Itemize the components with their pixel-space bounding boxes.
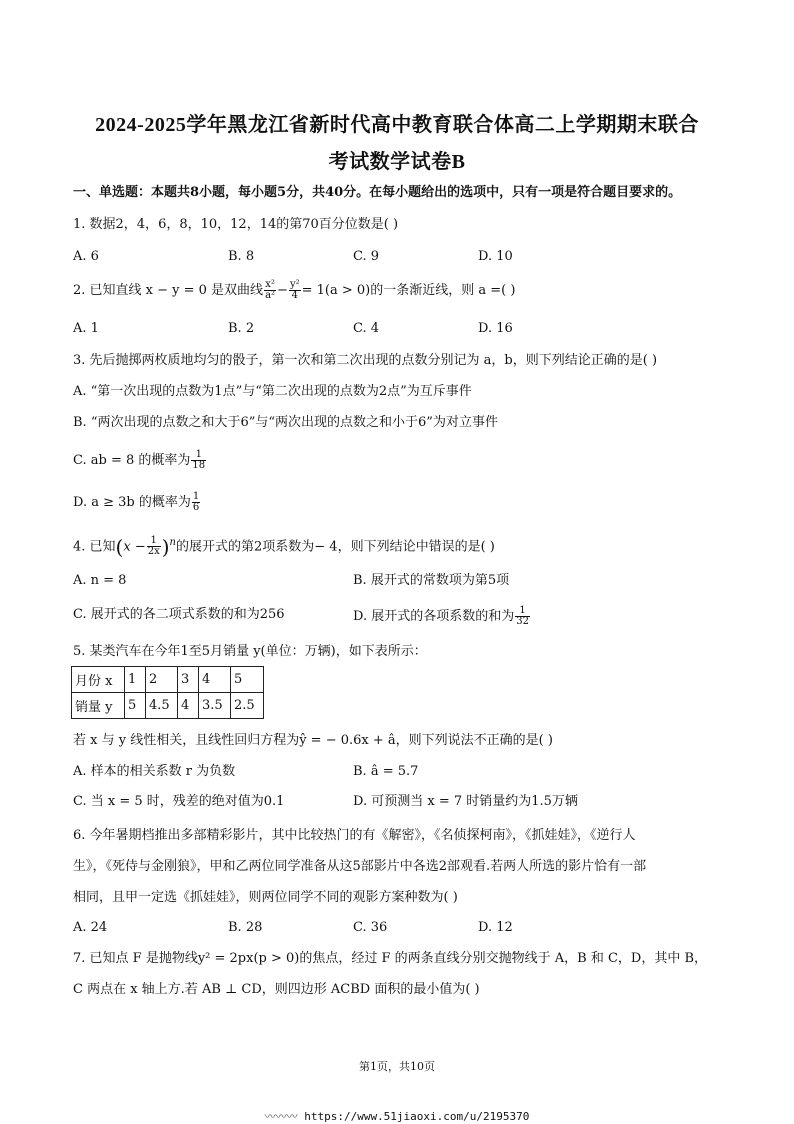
question-4-option-c: C. 展开式的各二项式系数的和为256	[73, 607, 285, 622]
question-4-option-b: B. 展开式的常数项为第5项	[353, 573, 510, 588]
question-2-option-c: C. 4	[353, 321, 380, 336]
fraction-denominator: a²	[265, 290, 276, 301]
table-cell: 销量 y	[72, 693, 125, 719]
table-cell: 3	[178, 667, 199, 693]
fraction-numerator: 1	[191, 450, 206, 461]
question-3-option-c	[73, 450, 207, 471]
exam-title-line2: 考试数学试卷B	[328, 151, 466, 173]
question-3-option-b: B. “两次出现的点数之和大于6”与“两次出现的点数之和小于6”为对立事件	[73, 415, 498, 430]
right-paren: )	[161, 534, 170, 559]
fraction-denominator: 6	[192, 502, 200, 513]
question-5-option-c: C. 当 x = 5 时，残差的绝对值为0.1	[73, 794, 285, 809]
question-2-stem-start: 2. 已知直线 x − y = 0 是双曲线	[73, 283, 264, 298]
question-6-option-d: D. 12	[478, 920, 513, 935]
binomial-expression: x −	[123, 539, 146, 555]
question-4-option-d	[353, 606, 531, 627]
table-cell: 4	[199, 667, 231, 693]
question-1-option-d: D. 10	[478, 249, 513, 264]
fraction-y2-4	[289, 280, 301, 301]
fraction-x2-a2	[264, 280, 276, 301]
fraction-1-6	[192, 492, 200, 513]
question-1-option-b: B. 8	[228, 249, 255, 264]
table-cell: 1	[125, 667, 146, 693]
table-cell: 5	[231, 667, 264, 693]
question-3-option-d-text: D. a ≥ 3b 的概率为	[73, 495, 191, 510]
question-3-option-a: A. “第一次出现的点数为1点”与“第二次出现的点数为2点”为互斥事件	[73, 384, 472, 399]
table-cell: 月份 x	[72, 667, 125, 693]
exponent: n	[169, 537, 176, 548]
fraction-1-32	[515, 606, 530, 627]
question-6-option-a: A. 24	[73, 920, 108, 935]
question-7-stem-line2: C 两点在 x 轴上方.若 AB ⊥ CD，则四边形 ACBD 面积的最小值为( )	[73, 982, 480, 997]
table-row	[72, 693, 264, 719]
table-cell: 5	[125, 693, 146, 719]
question-5-condition: 若 x 与 y 线性相关，且线性回归方程为ŷ = − 0.6x + â，则下列说法不正确的是( )	[73, 733, 553, 748]
question-5-option-a: A. 样本的相关系数 r 为负数	[73, 764, 236, 779]
question-2-stem-end: = 1(a > 0)的一条渐近线，则 a =( )	[301, 283, 516, 298]
question-6-stem-line2: 生》，《死侍与金刚狼》，甲和乙两位同学准备从这5部影片中各选2部观看.若两人所选的影片恰有一部	[73, 859, 647, 874]
fraction-numerator: y²	[289, 279, 300, 290]
fraction-denominator: 18	[192, 460, 206, 471]
table-cell: 3.5	[199, 693, 231, 719]
question-6-stem-line3: 相同，且甲一定选《抓娃娃》，则两位同学不同的观影方案种数为( )	[73, 890, 458, 905]
fraction-1-18	[191, 450, 206, 471]
question-6-stem-line1: 6. 今年暑期档推出多部精彩影片，其中比较热门的有《解密》，《名侦探柯南》，《抓娃娃》，《逆行人	[73, 828, 636, 843]
exam-title-line1: 2024-2025学年黑龙江省新时代高中教育联合体高二上学期期末联合	[95, 114, 699, 136]
sales-table	[71, 666, 264, 719]
fraction-denominator: 2x	[147, 546, 160, 558]
minus-sign: −	[277, 283, 288, 298]
fraction-1-2x	[147, 536, 161, 557]
question-3-option-d	[73, 492, 201, 513]
question-5-option-b: B. â = 5.7	[353, 764, 419, 779]
question-2-stem	[73, 280, 515, 301]
question-5-stem: 5. 某类汽车在今年1至5月销量 y(单位：万辆)，如下表所示：	[73, 644, 427, 659]
question-1-stem: 1. 数据2，4，6，8，10，12，14的第70百分位数是( )	[73, 217, 399, 232]
table-cell: 4	[178, 693, 199, 719]
fraction-numerator: 1	[515, 606, 530, 617]
left-paren: (	[115, 534, 124, 559]
question-3-stem: 3. 先后抛掷两枚质地均匀的骰子，第一次和第二次出现的点数分别记为 a，b，则下列结论正确的是( )	[73, 353, 658, 368]
question-6-option-b: B. 28	[228, 920, 263, 935]
table-cell: 2.5	[231, 693, 264, 719]
fraction-numerator: 1	[147, 536, 161, 547]
question-1-option-a: A. 6	[73, 249, 99, 264]
fraction-numerator: 1	[192, 491, 200, 502]
table-cell: 2	[146, 667, 178, 693]
question-4-stem	[73, 534, 495, 557]
page-number: 第1页，共10页	[359, 1060, 435, 1073]
question-5-option-d: D. 可预测当 x = 7 时销量约为1.5万辆	[353, 794, 578, 809]
table-row	[72, 667, 264, 693]
question-4-option-a: A. n = 8	[73, 573, 127, 588]
question-6-option-c: C. 36	[353, 920, 388, 935]
question-7-stem-line1: 7. 已知点 F 是抛物线y² = 2px(p > 0)的焦点，经过 F 的两条直线分别交抛物线于 A，B 和 C，D，其中 B，	[73, 951, 708, 966]
question-3-option-c-text: C. ab = 8 的概率为	[73, 453, 191, 468]
fraction-numerator: x²	[265, 279, 275, 290]
section-heading: 一、单选题：本题共8小题，每小题5分，共40分。在每小题给出的选项中，只有一项是符合题目要求的。	[73, 185, 682, 200]
question-2-option-d: D. 16	[478, 321, 513, 336]
question-4-stem-start: 4. 已知	[73, 539, 116, 555]
fraction-denominator: 32	[516, 616, 529, 627]
question-1-option-c: C. 9	[353, 249, 380, 264]
question-4-option-d-text: D. 展开式的各项系数的和为	[353, 609, 515, 624]
question-4-stem-end: 的展开式的第2项系数为− 4，则下列结论中错误的是( )	[176, 539, 495, 555]
fraction-denominator: 4	[291, 290, 298, 301]
watermark-url: 〰〰〰 https://www.51jiaoxi.com/u/2195370	[264, 1110, 530, 1123]
question-2-option-b: B. 2	[228, 321, 255, 336]
table-cell: 4.5	[146, 693, 178, 719]
question-2-option-a: A. 1	[73, 321, 99, 336]
